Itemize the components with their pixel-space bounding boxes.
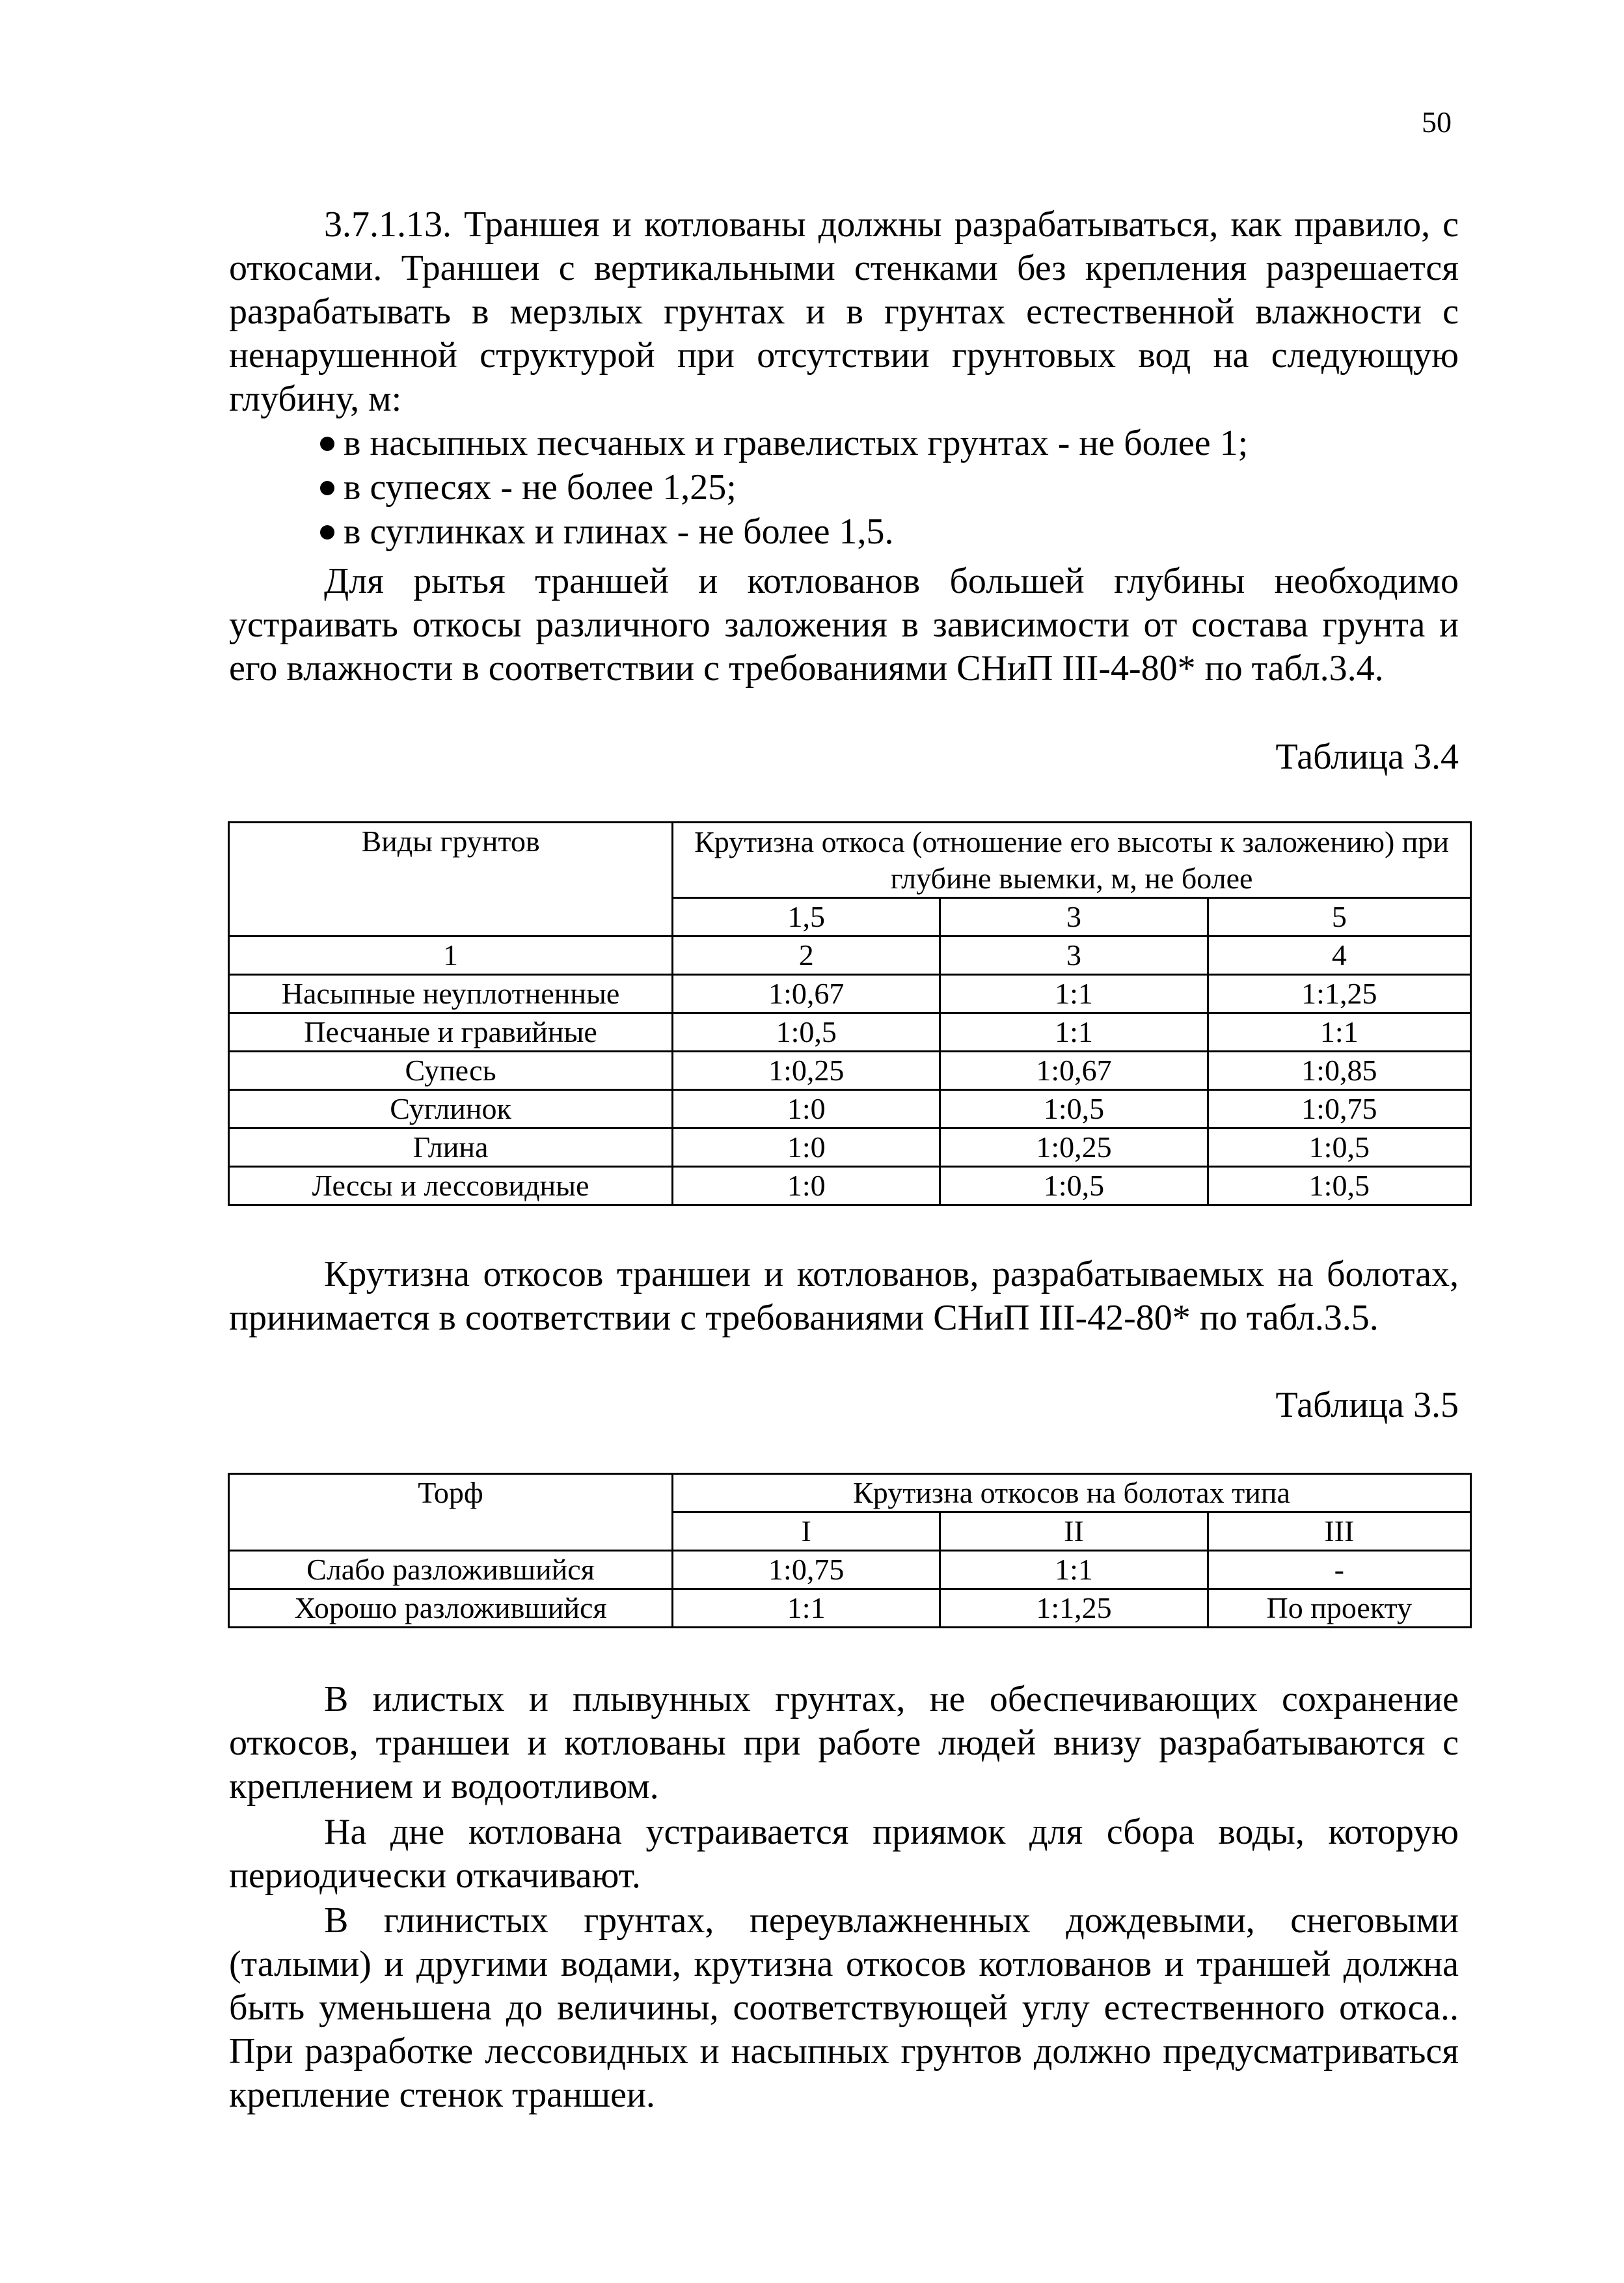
slope-value: 1:1,25	[940, 1589, 1208, 1628]
slope-value: 1:1	[940, 975, 1208, 1013]
slope-value: 1:0,5	[673, 1013, 940, 1052]
table-3-4-caption: Таблица 3.4	[1275, 737, 1459, 777]
table-row	[229, 1013, 1471, 1052]
table-row	[229, 1167, 1471, 1205]
slope-value: 1:0,67	[940, 1052, 1208, 1090]
paragraph-clay-soils: В глинистых грунтах, переувлажненных дождевыми, снеговыми (талыми) и другими водами, крутизна откосов котлованов и траншей должна быть уменьшена до величины, соответствующей углу естественного откоса.. При разработке лессовидных и насыпных грунтов должно предусматриваться крепление стенок траншеи.	[229, 1900, 1459, 2115]
bullet-text: в супесях - не более 1,25;	[344, 467, 737, 508]
table-row	[229, 1551, 1471, 1589]
header-slope: Крутизна откоса (отношение его высоты к заложению) при глубине выемки, м, не более	[673, 823, 1471, 898]
slope-value: 1:0,85	[1208, 1052, 1470, 1090]
peat-type: Хорошо разложившийся	[229, 1589, 673, 1628]
soil-type: Супесь	[229, 1052, 673, 1090]
bullet-item	[320, 422, 1426, 465]
slope-value: 1:1	[940, 1013, 1208, 1052]
table-row	[229, 975, 1471, 1013]
bullet-text: в насыпных песчаных и гравелистых грунтах - не более 1;	[344, 423, 1249, 463]
bullet-icon	[320, 437, 334, 451]
slope-value: 1:0,67	[673, 975, 940, 1013]
depth-cell: 5	[1208, 898, 1470, 936]
slope-value: 1:0	[673, 1167, 940, 1205]
column-number: 4	[1208, 936, 1470, 975]
peat-type: Слабо разложившийся	[229, 1551, 673, 1589]
column-number: 3	[940, 936, 1208, 975]
slope-value: 1:0,5	[1208, 1128, 1470, 1167]
bullet-icon	[320, 481, 334, 495]
page-number: 50	[1422, 105, 1452, 139]
slope-value: 1:0,25	[940, 1128, 1208, 1167]
paragraph-sump: На дне котлована устраивается приямок для сбора воды, которую периодически откачивают.	[229, 1812, 1459, 1896]
slope-value: 1:0,25	[673, 1052, 940, 1090]
swamp-type: III	[1208, 1512, 1470, 1551]
slope-value: 1:1	[940, 1551, 1208, 1589]
table-row	[229, 1052, 1471, 1090]
bullet-text: в суглинках и глинах - не более 1,5.	[344, 512, 894, 552]
swamp-type: I	[673, 1512, 940, 1551]
slope-value: -	[1208, 1551, 1470, 1589]
bullet-item	[320, 466, 1426, 510]
paragraph-silty-soils: В илистых и плывунных грунтах, не обеспечивающих сохранение откосов, траншеи и котлованы при работе людей внизу разрабатываются с креплением и водоотливом.	[229, 1679, 1459, 1807]
slope-value: 1:0	[673, 1090, 940, 1128]
table-row	[229, 1589, 1471, 1628]
depth-cell: 3	[940, 898, 1208, 936]
slope-value: 1:1	[1208, 1013, 1470, 1052]
table-3-5	[228, 1473, 1472, 1628]
slope-value: 1:0,5	[1208, 1167, 1470, 1205]
depth-cell: 1,5	[673, 898, 940, 936]
slope-value: По проекту	[1208, 1589, 1470, 1628]
column-number: 2	[673, 936, 940, 975]
slope-value: 1:0	[673, 1128, 940, 1167]
slope-value: 1:1	[673, 1589, 940, 1628]
soil-type: Лессы и лессовидные	[229, 1167, 673, 1205]
column-number: 1	[229, 936, 673, 975]
header-peat: Торф	[229, 1474, 673, 1551]
slope-value: 1:1,25	[1208, 975, 1470, 1013]
bullet-icon	[320, 525, 334, 540]
slope-value: 1:0,5	[940, 1090, 1208, 1128]
soil-type: Песчаные и гравийные	[229, 1013, 673, 1052]
slope-value: 1:0,75	[673, 1551, 940, 1589]
paragraph-deep-trenches: Для рытья траншей и котлованов большей глубины необходимо устраивать откосы различного заложения в зависимости от состава грунта и его влажности в соответствии с требованиями СНиП III-4-80* по табл.3.4.	[229, 561, 1459, 689]
table-row	[229, 1090, 1471, 1128]
slope-value: 1:0,5	[940, 1167, 1208, 1205]
swamp-type: II	[940, 1512, 1208, 1551]
table-row	[229, 1128, 1471, 1167]
paragraph-3-7-1-13: 3.7.1.13. Траншея и котлованы должны разрабатываться, как правило, с откосами. Траншеи с вертикальными стенками без крепления разрешается разрабатывать в мерзлых грунтах и в грунтах естественной влажности с ненарушенной структурой при отсутствии грунтовых вод на следующую глубину, м:	[229, 204, 1459, 419]
paragraph-swamp-slopes: Крутизна откосов траншеи и котлованов, разрабатываемых на болотах, принимается в соответствии с требованиями СНиП III-42-80* по табл.3.5.	[229, 1254, 1459, 1338]
header-soil-types: Виды грунтов	[229, 823, 673, 936]
soil-type: Глина	[229, 1128, 673, 1167]
soil-type: Суглинок	[229, 1090, 673, 1128]
header-swamp-slope: Крутизна откосов на болотах типа	[673, 1474, 1471, 1512]
table-3-4	[228, 821, 1472, 1206]
soil-type: Насыпные неуплотненные	[229, 975, 673, 1013]
bullet-item	[320, 510, 1426, 554]
slope-value: 1:0,75	[1208, 1090, 1470, 1128]
table-3-5-caption: Таблица 3.5	[1275, 1385, 1459, 1425]
